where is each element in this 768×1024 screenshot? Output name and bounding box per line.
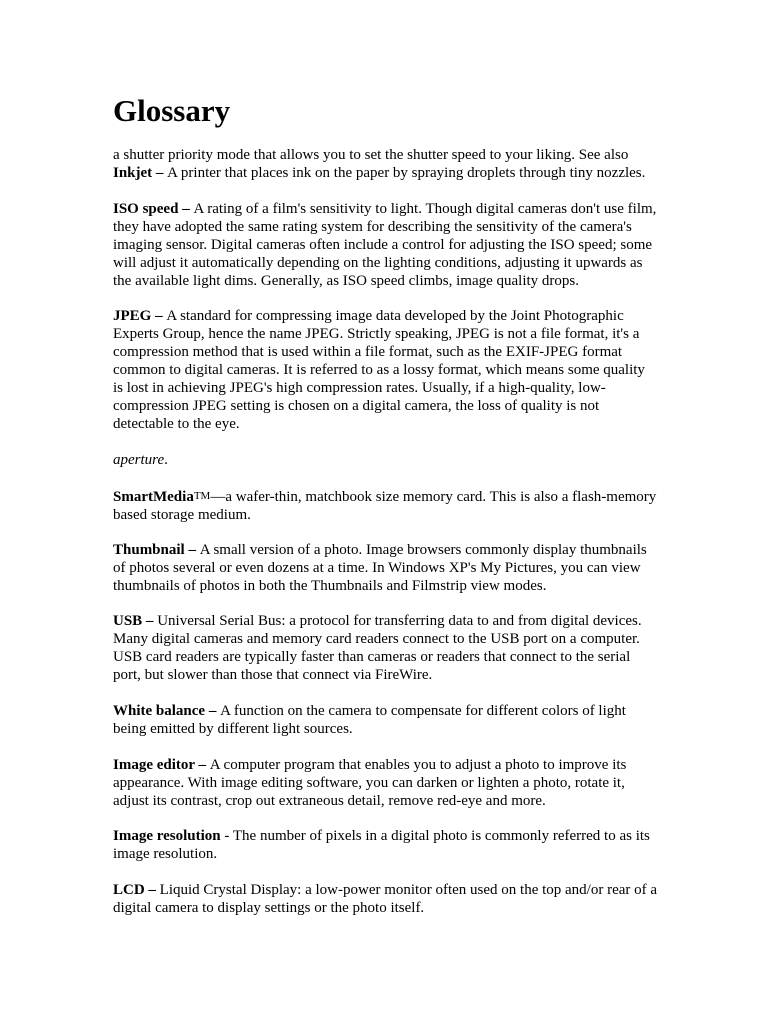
definition-lcd: Liquid Crystal Display: a low-power monitor often used on the top and/or rear of a digital camera to display settings or the photo itself. <box>113 882 658 916</box>
trademark-symbol: TM <box>193 490 211 502</box>
term-separator: – <box>151 308 167 324</box>
term-white-balance: White balance <box>113 703 206 719</box>
definition-usb: Universal Serial Bus: a protocol for transferring data to and from digital devices. Many digital cameras and memory card readers connect to the USB port on a computer. USB card readers are typically faster than cameras or readers that connect to the serial port, but slower than those that connect via FireWire. <box>113 613 642 683</box>
term-separator: – <box>178 201 194 217</box>
definition-image-editor: A computer program that enables you to adjust a photo to improve its appearance. With image editing software, you can darken or lighten a photo, rotate it, adjust its contrast, crop out extraneous detail, remove red-eye and more. <box>113 757 627 809</box>
term-thumbnail: Thumbnail <box>113 542 185 558</box>
entry-jpeg <box>113 307 658 433</box>
term-image-editor: Image editor <box>113 757 195 773</box>
term-separator: - <box>220 828 233 844</box>
entry-image-resolution <box>113 827 658 863</box>
term-iso-speed: ISO speed <box>113 201 179 217</box>
term-separator: – <box>184 542 200 558</box>
term-jpeg: JPEG <box>113 308 152 324</box>
page-title: Glossary <box>113 93 231 128</box>
definition-jpeg: A standard for compressing image data developed by the Joint Photographic Experts Group, hence the name JPEG. Strictly speaking, JPEG is not a file format, it's a compression method that is used within a file format, such as the EXIF-JPEG format common to digital cameras. It is referred to as a lossy format, which means some quality is lost in achieving JPEG's high compression rates. Usually, if a high-quality, low-compression JPEG setting is chosen on a digital camera, the loss of quality is not detectable to the eye. <box>113 308 645 432</box>
aperture-note <box>113 451 658 469</box>
definition-thumbnail: A small version of a photo. Image browsers commonly display thumbnails of photos several or even dozens at a time. In Windows XP's My Pictures, you can view thumbnails of photos in both the Thumbnails and Filmstrip view modes. <box>113 542 647 594</box>
definition-inkjet: A printer that places ink on the paper by spraying droplets through tiny nozzles. <box>167 165 646 181</box>
entry-thumbnail <box>113 541 658 595</box>
definition-image-resolution: The number of pixels in a digital photo is commonly referred to as its image resolution. <box>113 828 650 862</box>
entry-usb <box>113 612 658 684</box>
term-separator: – <box>152 165 168 181</box>
entry-white-balance <box>113 702 658 738</box>
intro-text: a shutter priority mode that allows you to set the shutter speed to your liking. See also <box>113 147 629 163</box>
term-image-resolution: Image resolution <box>113 828 221 844</box>
term-separator: – <box>142 613 158 629</box>
term-smartmedia: SmartMedia <box>113 489 194 505</box>
entry-image-editor <box>113 756 658 810</box>
definition-white-balance: A function on the camera to compensate for different colors of light being emitted by different light sources. <box>113 703 626 737</box>
term-lcd: LCD <box>113 882 145 898</box>
term-usb: USB <box>113 613 143 629</box>
entry-smartmedia <box>113 487 658 524</box>
entry-lcd <box>113 881 658 917</box>
term-separator: – <box>144 882 160 898</box>
term-separator: — <box>210 489 226 505</box>
entry-iso-speed <box>113 200 658 290</box>
term-separator: – <box>205 703 221 719</box>
term-separator: – <box>194 757 210 773</box>
term-inkjet: Inkjet <box>113 165 153 181</box>
aperture-period: . <box>164 452 168 468</box>
intro-paragraph <box>113 146 658 182</box>
definition-iso-speed: A rating of a film's sensitivity to light. Though digital cameras don't use film, they have adopted the same rating system for describing the sensitivity of the camera's imaging sensor. Digital cameras often include a control for adjusting the ISO speed; some will adjust it automatically depending on the lighting conditions, adjusting it upwards as the available light dims. Generally, as ISO speed climbs, image quality drops. <box>113 201 657 289</box>
definition-smartmedia: a wafer-thin, matchbook size memory card. This is also a flash-memory based storage medium. <box>113 489 657 523</box>
aperture-word: aperture <box>113 452 165 468</box>
